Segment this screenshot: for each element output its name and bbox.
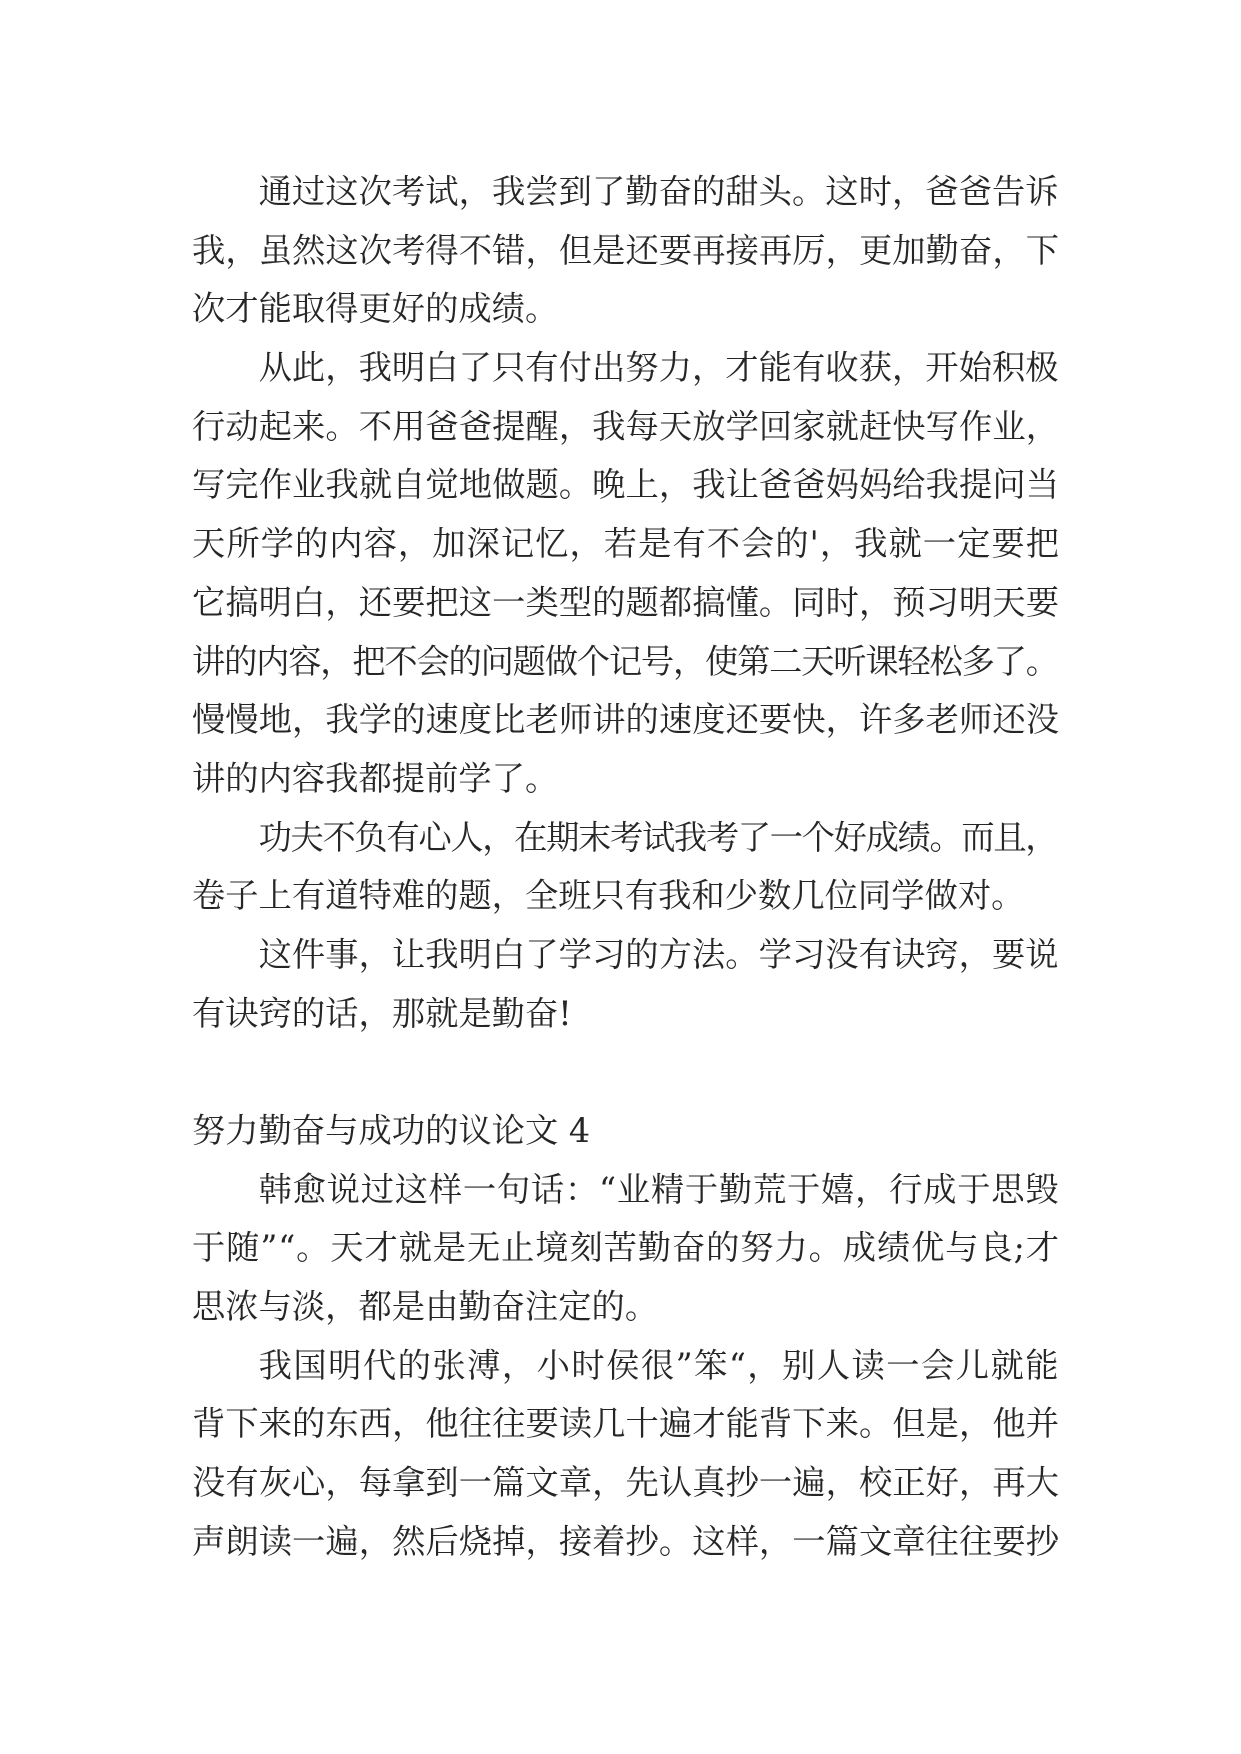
paragraph [192,926,1059,1043]
paragraph [192,163,1059,339]
section-heading: 努力勤奋与成功的议论文 4 [192,1111,591,1150]
paragraph-line: 讲的内容，把不会的问题做个记号，使第二天听课轻松多了。 [192,641,1058,681]
paragraph-line: 功夫不负有心人，在期末考试我考了一个好成绩。而且， [258,817,1058,857]
paragraph-line: 背下来的东西，他往往要读几十遍才能背下来。但是，他并 [192,1404,1060,1444]
paragraph-line: 于随”“。天才就是无止境刻苦勤奋的努力。成绩优与良;才 [192,1228,1060,1268]
paragraph [192,1337,1059,1572]
paragraph-line: 天所学的内容，加深记忆，若是有不会的'，我就一定要把 [192,524,1061,564]
paragraph [192,1161,1059,1337]
paragraph-line: 有诀窍的话，那就是勤奋! [192,993,572,1033]
paragraph-line: 写完作业我就自觉地做题。晚上，我让爸爸妈妈给我提问当 [192,465,1060,505]
paragraph-line: 讲的内容我都提前学了。 [192,758,559,798]
paragraph-line: 这件事，让我明白了学习的方法。学习没有诀窍，要说 [258,934,1059,974]
paragraph-line: 从此，我明白了只有付出努力，才能有收获，开始积极 [258,348,1059,388]
paragraph-line: 韩愈说过这样一句话：“业精于勤荒于嬉，行成于思毁 [258,1169,1060,1209]
paragraph-line: 我国明代的张溥，小时侯很”笨“，别人读一会儿就能 [258,1345,1061,1385]
document-body [192,163,1059,1572]
paragraph [192,809,1059,926]
paragraph-line: 声朗读一遍，然后烧掉，接着抄。这样，一篇文章往往要抄 [192,1521,1060,1561]
paragraph-line: 次才能取得更好的成绩。 [192,289,559,329]
paragraph-line: 它搞明白，还要把这一类型的题都搞懂。同时，预习明天要 [192,582,1060,622]
paragraph-line: 通过这次考试，我尝到了勤奋的甜头。这时，爸爸告诉 [258,172,1059,211]
paragraph [192,339,1059,809]
paragraph-line: 行动起来。不用爸爸提醒，我每天放学回家就赶快写作业， [192,406,1060,446]
paragraph-line: 没有灰心，每拿到一篇文章，先认真抄一遍，校正好，再大 [192,1463,1060,1503]
paragraph-line: 思浓与淡，都是由勤奋注定的。 [192,1287,659,1327]
paragraph-line: 我，虽然这次考得不错，但是还要再接再厉，更加勤奋，下 [192,230,1060,270]
paragraph-line: 慢慢地，我学的速度比老师讲的速度还要快，许多老师还没 [192,700,1060,740]
paragraph-line: 卷子上有道特难的题，全班只有我和少数几位同学做对。 [192,876,1025,916]
